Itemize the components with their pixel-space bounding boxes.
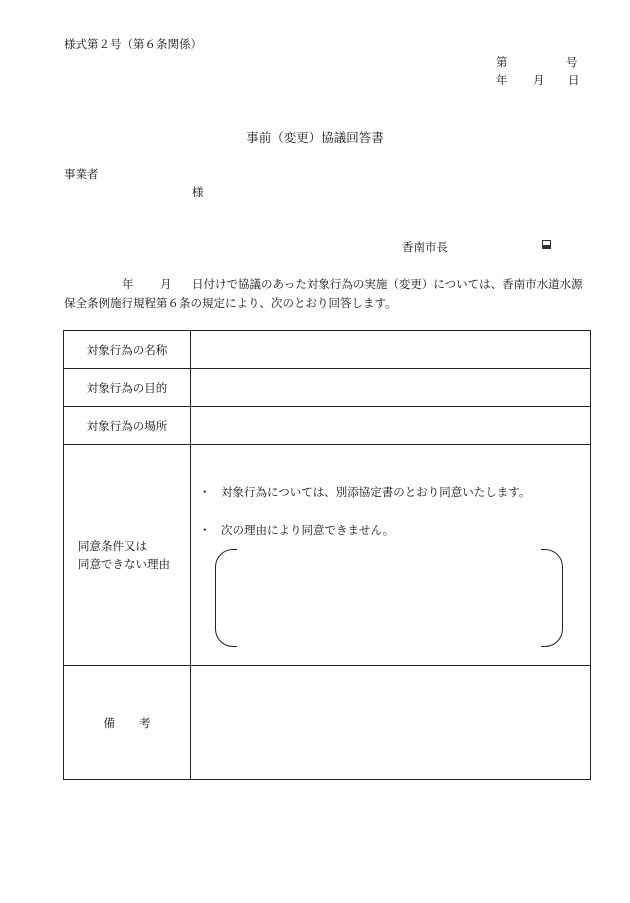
document-number-prefix: 第: [496, 55, 508, 69]
notes-label: [64, 666, 191, 780]
seal-icon: [542, 240, 551, 249]
table-row: [64, 445, 591, 666]
reason-bracket-box[interactable]: [215, 549, 563, 647]
bullet-icon: ・: [199, 523, 211, 537]
table-row: [64, 407, 591, 445]
reason-field[interactable]: [191, 445, 591, 666]
refusal-option[interactable]: [199, 522, 394, 538]
consent-option-text: 対象行為については、別添協定書のとおり同意いたします。: [221, 485, 531, 499]
issue-date-day: 日: [568, 73, 580, 87]
target-location-label: 対象行為の場所: [64, 407, 191, 445]
target-location-field[interactable]: [191, 407, 591, 445]
addressee-label: 事業者: [64, 167, 99, 181]
target-name-field[interactable]: [191, 331, 591, 369]
reason-label: [64, 445, 191, 666]
sender-name: 香南市長: [402, 240, 448, 254]
response-form-table: [63, 330, 591, 780]
consent-option[interactable]: [199, 484, 530, 500]
notes-field[interactable]: [191, 666, 591, 780]
target-purpose-label: 対象行為の目的: [64, 369, 191, 407]
issue-date-year: 年: [496, 73, 508, 87]
body-date-year: 年: [122, 277, 134, 291]
notes-label-char-1: 備: [103, 715, 115, 730]
reason-label-line-2: 同意できない理由: [78, 557, 170, 571]
table-row: [64, 331, 591, 369]
body-text-line-2: 保全条例施行規程第６条の規定により、次のとおり回答します。: [64, 296, 397, 310]
document-title: 事前（変更）協議回答書: [246, 130, 384, 145]
form-number: 様式第２号（第６条関係）: [64, 37, 202, 51]
notes-label-char-2: 考: [139, 715, 151, 730]
target-purpose-field[interactable]: [191, 369, 591, 407]
body-text-line-1: 日付けで協議のあった対象行為の実施（変更）については、香南市水道水源: [192, 277, 583, 291]
refusal-option-text: 次の理由により同意できません。: [221, 523, 395, 537]
issue-date-month: 月: [533, 73, 545, 87]
target-name-label: 対象行為の名称: [64, 331, 191, 369]
bracket-gap-top: [237, 547, 541, 551]
table-row: [64, 369, 591, 407]
body-date-month: 月: [160, 277, 172, 291]
addressee-honorific: 様: [192, 185, 204, 199]
reason-label-line-1: 同意条件又は: [78, 539, 147, 553]
bullet-icon: ・: [199, 485, 211, 499]
bracket-gap-bottom: [237, 645, 541, 649]
document-number-suffix: 号: [566, 55, 578, 69]
table-row: [64, 666, 591, 780]
